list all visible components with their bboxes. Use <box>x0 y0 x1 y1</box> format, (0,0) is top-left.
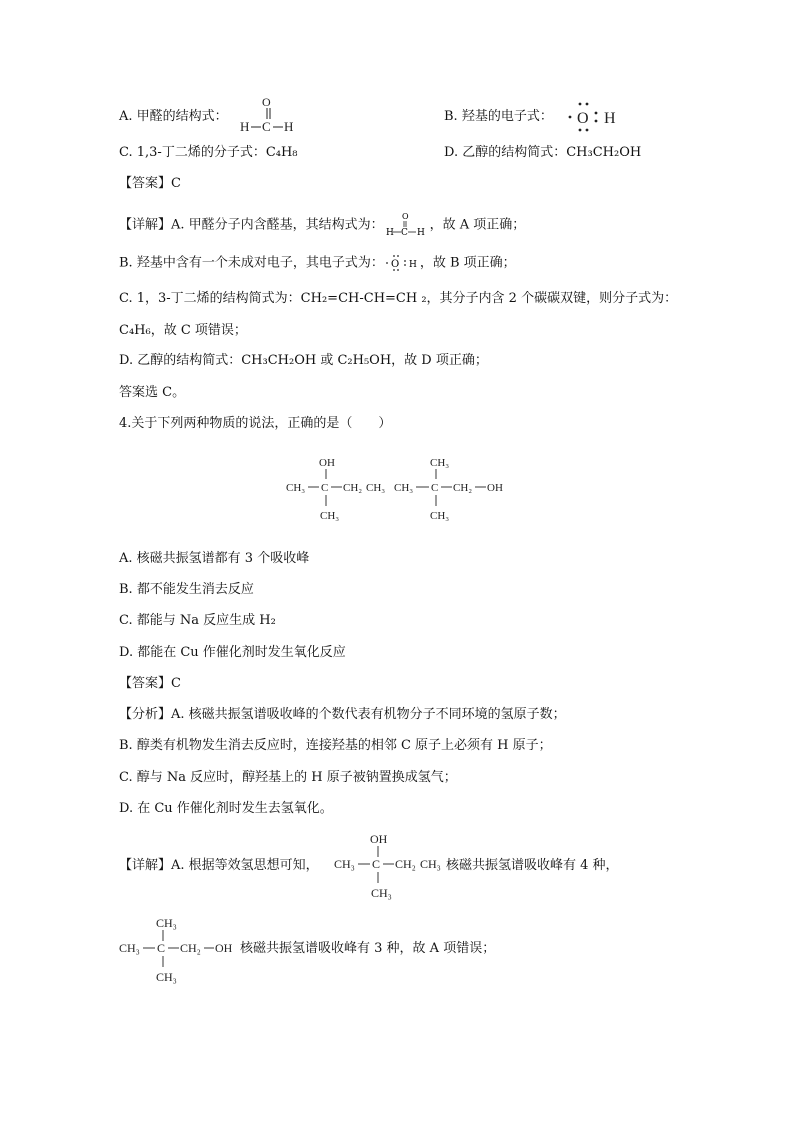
det2-c: C <box>157 941 166 955</box>
hydroxyl-electron-small <box>384 253 420 273</box>
molecule-2-methyl-2-butanol-detail <box>334 826 446 906</box>
mol2-oh: OH <box>487 482 503 494</box>
q4-detail-a1 <box>119 857 319 875</box>
det1-oh: OH <box>370 832 388 846</box>
q4-detail-a1-text: 【详解】A. 根据等效氢思想可知， <box>119 858 319 873</box>
q3-option-b <box>444 108 553 126</box>
mol1-ch3-left: CH₃ <box>286 482 306 494</box>
mol2-c-center: C <box>431 482 439 494</box>
det1-ch3-right: CH₃ <box>420 857 441 871</box>
formaldehyde-o: O <box>262 95 271 109</box>
q3-detail-a <box>119 211 525 239</box>
small-hydroxyl-o: O <box>390 259 400 270</box>
mol1-c-center: C <box>321 482 329 494</box>
q3-option-a-label: A. 甲醛的结构式： <box>119 109 228 124</box>
q3-option-a <box>119 108 228 126</box>
small-h-left: H <box>385 228 394 238</box>
det1-ch2: CH₂ <box>395 857 416 871</box>
q3-conclusion: 答案选 C。 <box>119 385 186 400</box>
det2-ch3-bottom: CH₃ <box>156 970 177 984</box>
mol1-ch3-bottom: CH₃ <box>320 510 340 522</box>
small-hydroxyl-h: H <box>408 260 417 270</box>
q3-detail-b-end: ，故 B 项正确； <box>419 255 516 271</box>
q4-analysis-b: B. 醇类有机物发生消去反应时，连接羟基的相邻 C 原子上必须有 H 原子； <box>119 738 552 753</box>
mol1-ch2: CH₂ <box>343 482 363 494</box>
formaldehyde-structure-small <box>384 211 430 239</box>
small-c: C <box>400 228 408 238</box>
small-o: O <box>401 212 409 221</box>
mol2-ch3-left: CH₃ <box>394 482 414 494</box>
q3-detail-d: D. 乙醇的结构简式：CH₃CH₂OH 或 C₂H₅OH，故 D 项正确； <box>119 353 488 368</box>
det1-c: C <box>372 857 381 871</box>
q3-detail-a-text: 【详解】A. 甲醛分子内含醛基，其结构式为： <box>119 217 384 233</box>
formaldehyde-c: C <box>262 119 271 134</box>
q3-detail-c2: C₄H₆，故 C 项错误； <box>119 323 247 338</box>
det2-oh: OH <box>215 941 233 955</box>
q3-answer: 【答案】C <box>119 176 181 191</box>
formaldehyde-h-right: H <box>284 119 294 134</box>
mol1-oh: OH <box>319 457 335 469</box>
q3-detail-a-end: ，故 A 项正确； <box>429 217 526 233</box>
q4-option-c: C. 都能与 Na 反应生成 H₂ <box>119 613 276 628</box>
det2-ch2: CH₂ <box>180 941 201 955</box>
q4-stem: 4.关于下列两种物质的说法，正确的是（ ） <box>119 416 392 431</box>
mol2-ch3-bottom: CH₃ <box>430 510 450 522</box>
det2-ch3-left: CH₃ <box>119 941 140 955</box>
q4-option-b: B. 都不能发生消去反应 <box>119 582 254 597</box>
q4-answer: 【答案】C <box>119 676 181 691</box>
mol2-ch3-top: CH₃ <box>430 457 450 469</box>
q3-option-d: D. 乙醇的结构简式：CH₃CH₂OH <box>444 145 642 160</box>
hydroxyl-electron-formula <box>566 100 626 138</box>
q4-analysis-a: 【分析】A. 核磁共振氢谱吸收峰的个数代表有机物分子不同环境的氢原子数； <box>119 707 566 722</box>
molecule-neopentyl-alcohol <box>394 452 514 532</box>
formaldehyde-h-left: H <box>240 119 250 134</box>
formaldehyde-structure <box>238 94 298 140</box>
hydroxyl-h: H <box>604 110 616 127</box>
q4-detail-a2-end: 核磁共振氢谱吸收峰有 3 种，故 A 项错误； <box>240 941 496 956</box>
molecule-2-methyl-2-butanol <box>286 452 396 532</box>
hydroxyl-o: O <box>577 110 589 127</box>
det1-ch3-left: CH₃ <box>334 857 355 871</box>
mol2-ch2: CH₂ <box>453 482 473 494</box>
small-h-right: H <box>416 228 425 238</box>
q3-detail-b-text: B. 羟基中含有一个未成对电子，其电子式为： <box>119 255 384 271</box>
q3-option-b-label: B. 羟基的电子式： <box>444 109 553 124</box>
q3-detail-c1: C. 1，3-丁二烯的结构简式为：CH₂=CH-CH=CH ₂，其分子内含 2 个碳碳双键，则分子式为： <box>119 291 678 306</box>
q4-option-d: D. 都能在 Cu 作催化剂时发生氧化反应 <box>119 645 346 660</box>
det2-ch3-top: CH₃ <box>156 916 177 930</box>
q4-analysis-d: D. 在 Cu 作催化剂时发生去氢氧化。 <box>119 801 333 816</box>
q4-option-a: A. 核磁共振氢谱都有 3 个吸收峰 <box>119 551 310 566</box>
q3-detail-b <box>119 253 516 273</box>
molecule-neopentyl-alcohol-detail <box>119 910 239 990</box>
mol1-ch3-right: CH₃ <box>366 482 386 494</box>
q3-option-c: C. 1,3-丁二烯的分子式：C₄H₈ <box>119 145 298 160</box>
det1-ch3-bottom: CH₃ <box>371 886 392 900</box>
q4-detail-a1-end: 核磁共振氢谱吸收峰有 4 种， <box>446 858 619 873</box>
q4-analysis-c: C. 醇与 Na 反应时，醇羟基上的 H 原子被钠置换成氢气； <box>119 770 457 785</box>
